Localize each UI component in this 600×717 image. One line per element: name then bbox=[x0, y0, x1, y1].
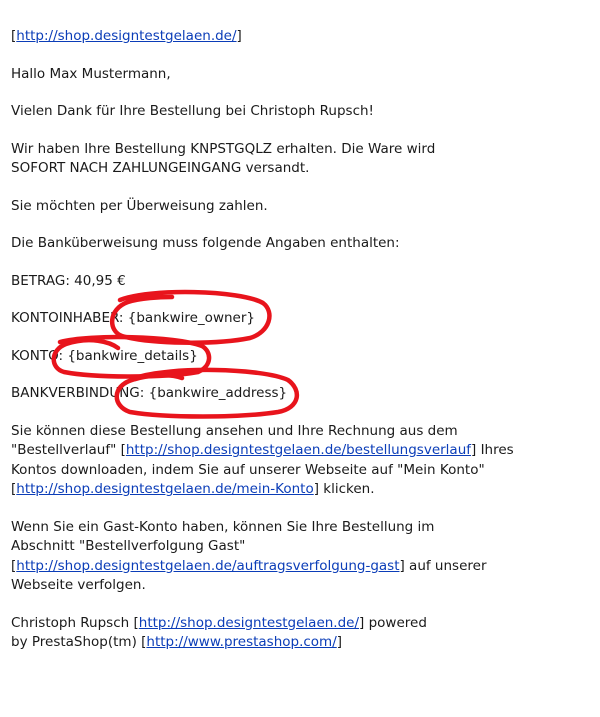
amount-field: BETRAG: 40,95 € bbox=[11, 272, 126, 289]
guest-line-4: Webseite verfolgen. bbox=[11, 577, 146, 593]
bank-address-field: BANKVERBINDUNG: {bankwire_address} bbox=[11, 385, 288, 401]
order-history-link[interactable]: http://shop.designtestgelaen.de/bestellungsverlauf bbox=[125, 442, 472, 458]
footer-text bbox=[11, 614, 591, 653]
history-line-3: Kontos downloaden, indem Sie auf unserer Webseite auf "Mein Konto" bbox=[11, 461, 485, 478]
payment-method-text: Sie möchten per Überweisung zahlen. bbox=[11, 197, 268, 214]
guest-tracking-text bbox=[11, 518, 591, 596]
footer-shop-link[interactable]: http://shop.designtestgelaen.de/ bbox=[138, 614, 360, 631]
history-line-2: "Bestellverlauf" [http://shop.designtestgelaen.de/bestellungsverlauf] Ihres bbox=[11, 442, 514, 458]
account-details-field: KONTO: {bankwire_details} bbox=[11, 347, 198, 364]
guest-line-3: [http://shop.designtestgelaen.de/auftragsverfolgung-gast] auf unserer bbox=[11, 557, 487, 574]
guest-line-2: Abschnitt "Bestellverfolgung Gast" bbox=[11, 538, 246, 554]
shop-link-line bbox=[11, 27, 591, 47]
bank-intro-text: Die Banküberweisung muss folgende Angaben enthalten: bbox=[11, 235, 400, 251]
prestashop-link[interactable]: http://www.prestashop.com/ bbox=[146, 634, 337, 650]
bracket-close: ] bbox=[236, 28, 242, 44]
footer-line-1: Christoph Rupsch [http://shop.designtestgelaen.de/] powered bbox=[11, 614, 427, 631]
history-line-1: Sie können diese Bestellung ansehen und Ihre Rechnung aus dem bbox=[11, 422, 458, 439]
guest-line-1: Wenn Sie ein Gast-Konto haben, können Sie Ihre Bestellung im bbox=[11, 518, 435, 535]
order-history-text bbox=[11, 422, 591, 500]
order-received-text bbox=[11, 140, 591, 179]
order-received-line-1: Wir haben Ihre Bestellung KNPSTGQLZ erhalten. Die Ware wird bbox=[11, 140, 436, 157]
shop-link[interactable]: http://shop.designtestgelaen.de/ bbox=[16, 28, 237, 44]
footer-line-2: by PrestaShop(tm) [http://www.prestashop.com/] bbox=[11, 634, 343, 650]
thanks-text: Vielen Dank für Ihre Bestellung bei Christoph Rupsch! bbox=[11, 103, 374, 119]
greeting: Hallo Max Mustermann, bbox=[11, 65, 171, 82]
account-owner-field: KONTOINHABER: {bankwire_owner} bbox=[11, 310, 255, 326]
bracket-open: [ bbox=[11, 28, 17, 44]
guest-tracking-link[interactable]: http://shop.designtestgelaen.de/auftragsverfolgung-gast bbox=[16, 557, 400, 574]
email-body bbox=[11, 27, 591, 653]
history-line-4: [http://shop.designtestgelaen.de/mein-Konto] klicken. bbox=[11, 481, 375, 497]
order-received-line-2: SOFORT NACH ZAHLUNGEINGANG versandt. bbox=[11, 160, 310, 176]
my-account-link[interactable]: http://shop.designtestgelaen.de/mein-Konto bbox=[16, 481, 314, 497]
